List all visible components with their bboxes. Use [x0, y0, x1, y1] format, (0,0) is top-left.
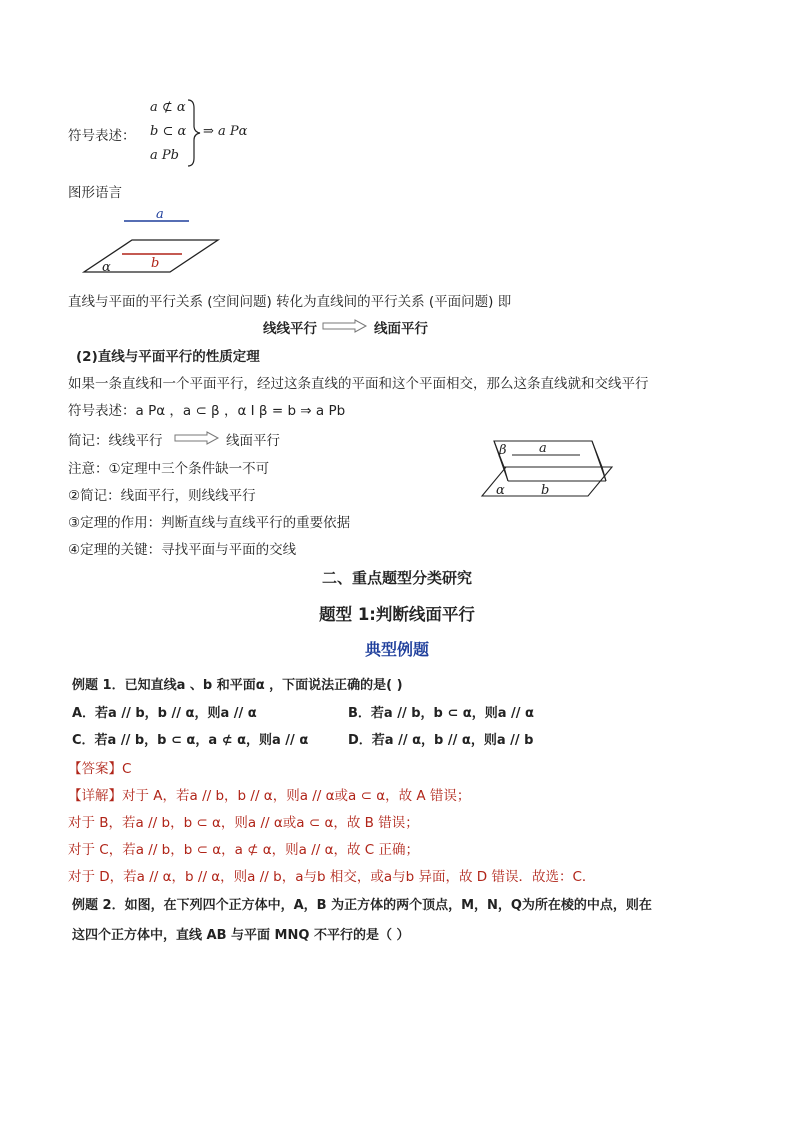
fig1-label-alpha: α	[102, 260, 111, 275]
figure-language-label: 图形语言	[68, 185, 122, 201]
symbol-result: ⇒ a Pα	[203, 124, 248, 139]
explain-2: 对于 B，若a // b，b ⊂ α，则a // α或a ⊂ α，故 B 错误；	[68, 815, 419, 831]
example1-option-a: A．若a // b，b // α，则a // α	[72, 706, 257, 721]
fig2-label-alpha: α	[496, 483, 505, 498]
brief-right: 线面平行	[226, 433, 280, 449]
topic-title: 题型 1:判断线面平行	[319, 605, 475, 624]
property-heading: (2)直线与平面平行的性质定理	[76, 349, 260, 365]
example1-option-c: C．若a // b，b ⊂ α，a ⊄ α，则a // α	[72, 733, 309, 748]
fig1-label-b: b	[151, 256, 160, 271]
example2-line-1: 例题 2．如图，在下列四个正方体中，A，B 为正方体的两个顶点，M，N，Q为所在棱的中点，则在	[72, 898, 652, 913]
note-2: ②简记：线面平行，则线线平行	[68, 488, 256, 504]
symbol-line-3: a Pb	[150, 148, 179, 163]
example1-option-b: B．若a // b，b ⊂ α，则a // α	[348, 706, 534, 721]
note-1: 注意：①定理中三个条件缺一不可	[68, 461, 270, 477]
hollow-arrow-icon	[322, 319, 368, 333]
brief-left: 简记：线线平行	[68, 433, 163, 449]
fig1-label-a: a	[156, 207, 164, 222]
note-4: ④定理的关键：寻找平面与平面的交线	[68, 542, 297, 558]
property-symbol: 符号表述：a Pα ，a ⊂ β ，α I β = b ⇒ a Pb	[68, 403, 346, 419]
note-3: ③定理的作用：判断直线与直线平行的重要依据	[68, 515, 351, 531]
example1-stem: 例题 1．已知直线a 、b 和平面α ，下面说法正确的是( )	[72, 678, 403, 693]
example-heading: 典型例题	[364, 640, 429, 659]
property-text: 如果一条直线和一个平面平行，经过这条直线的平面和这个平面相交，那么这条直线就和交线平行	[68, 376, 649, 392]
section-title: 二、重点题型分类研究	[321, 569, 472, 587]
hollow-arrow-icon-2	[174, 431, 220, 445]
answer: 【答案】C	[68, 761, 132, 777]
transform-text: 直线与平面的平行关系 (空间问题) 转化为直线间的平行关系 (平面问题) 即	[68, 294, 512, 310]
example2-line-2: 这四个正方体中，直线 AB 与平面 MNQ 不平行的是（ ）	[72, 928, 410, 943]
symbol-line-1: a ⊄ α	[150, 100, 186, 115]
explain-4: 对于 D，若a // α，b // α，则a // b，a与b 相交，或a与b 异面，故 D 错误．故选：C．	[68, 869, 596, 885]
arrow-right-label: 线面平行	[374, 321, 428, 337]
fig2-label-beta: β	[499, 443, 507, 458]
explain-3: 对于 C，若a // b，b ⊂ α，a ⊄ α，则a // α，故 C 正确；	[68, 842, 420, 858]
fig2-label-b: b	[541, 483, 550, 498]
fig2-label-a: a	[539, 441, 547, 456]
explain-1: 【详解】对于 A，若a // b，b // α，则a // α或a ⊂ α，故 A 错误；	[68, 788, 471, 804]
symbol-label: 符号表述：	[68, 128, 136, 144]
arrow-left-label: 线线平行	[263, 321, 317, 337]
example1-option-d: D．若a // α，b // α，则a // b	[348, 733, 534, 748]
symbol-line-2: b ⊂ α	[150, 124, 187, 139]
